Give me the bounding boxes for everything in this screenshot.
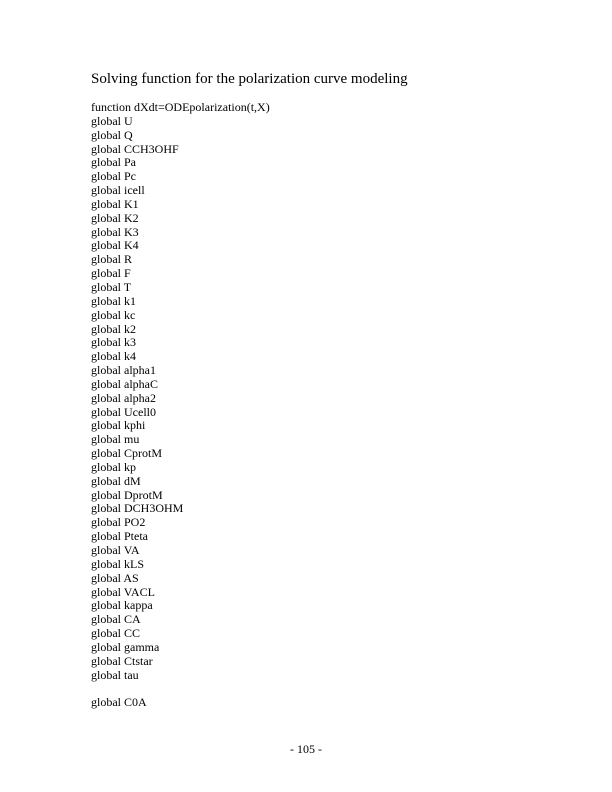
code-line: global kc — [91, 307, 136, 322]
code-line: global K2 — [91, 210, 139, 225]
code-line: global DprotM — [91, 487, 163, 502]
code-line: global icell — [91, 183, 145, 198]
code-line: global Q — [91, 127, 133, 142]
code-line: global K3 — [91, 224, 139, 239]
code-line: global k1 — [91, 293, 136, 308]
code-line: global F — [91, 266, 131, 281]
code-line: global k2 — [91, 321, 136, 336]
code-line: global kp — [91, 459, 136, 474]
code-line: global tau — [91, 667, 139, 682]
code-line: global Pc — [91, 169, 136, 184]
code-line: global CC — [91, 626, 141, 641]
code-line: global K1 — [91, 196, 139, 211]
code-line: global C0A — [91, 695, 147, 710]
code-line: global VACL — [91, 584, 155, 599]
code-line: global AS — [91, 570, 139, 585]
code-line: global Ctstar — [91, 653, 153, 668]
code-line: global mu — [91, 432, 140, 447]
page-number: - 105 - — [290, 742, 322, 756]
code-line: global kphi — [91, 418, 146, 433]
code-line: global Pa — [91, 155, 136, 170]
code-line: global alpha1 — [91, 363, 156, 378]
code-line: global kLS — [91, 556, 144, 571]
code-listing — [91, 101, 511, 710]
code-line: global Ucell0 — [91, 404, 156, 419]
code-line: global k3 — [91, 335, 136, 350]
section-heading: Solving function for the polarization curve modeling — [91, 71, 408, 87]
code-line: global T — [91, 279, 132, 294]
code-line: global R — [91, 252, 132, 267]
code-line: global VA — [91, 543, 140, 557]
code-line: global Pteta — [91, 529, 148, 544]
code-line: global k4 — [91, 349, 136, 364]
code-line: global CA — [91, 612, 141, 627]
code-line: global kappa — [91, 598, 153, 613]
code-line: function dXdt=ODEpolarization(t,X) — [91, 100, 270, 114]
code-line — [91, 682, 511, 696]
code-line: global CprotM — [91, 446, 162, 461]
code-line: global alphaC — [91, 376, 158, 391]
code-line: global DCH3OHM — [91, 501, 184, 516]
code-line: global CCH3OHF — [91, 141, 179, 156]
code-line: global PO2 — [91, 515, 146, 530]
code-line: global K4 — [91, 238, 139, 253]
code-line: global alpha2 — [91, 390, 156, 405]
code-line: global gamma — [91, 639, 160, 654]
code-line: global dM — [91, 473, 141, 488]
code-line: global U — [91, 113, 133, 128]
